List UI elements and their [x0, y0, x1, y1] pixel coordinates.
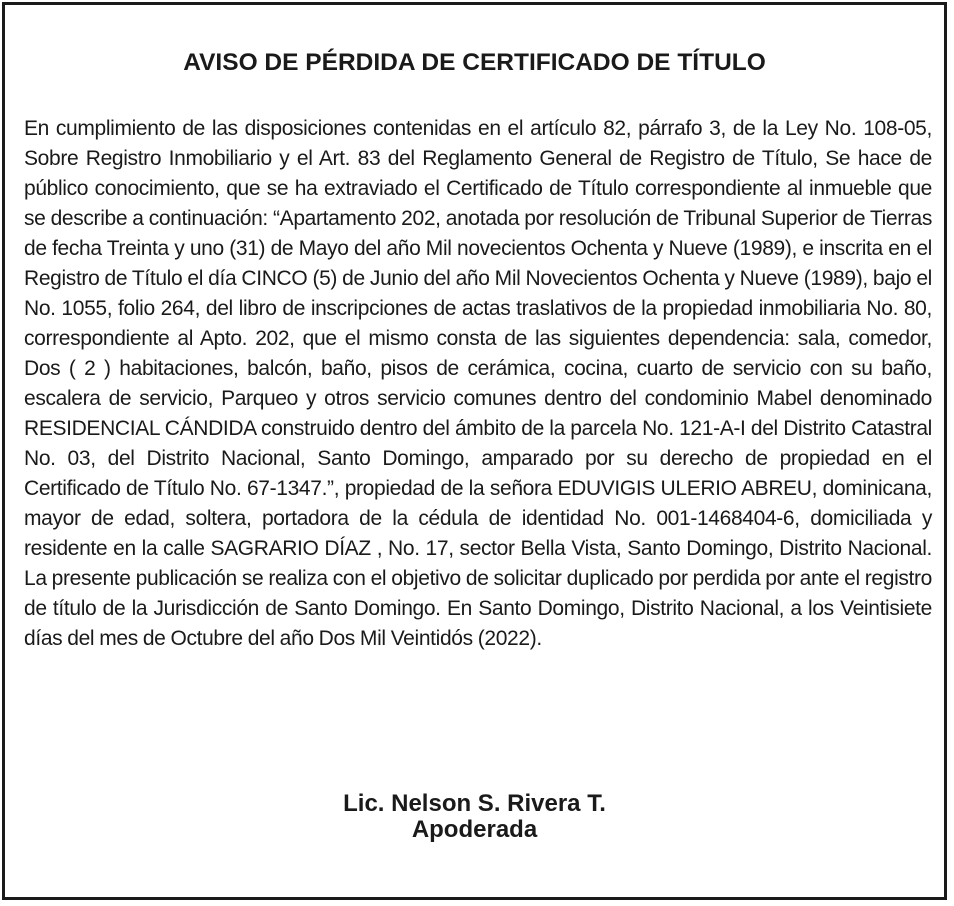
signatory-role: Apoderada: [411, 816, 538, 843]
signature-block: [5, 791, 944, 843]
notice-body: En cumplimiento de las disposiciones contenidas en el artículo 82, párrafo 3, de la Ley No. 108-05, Sobre Registro Inmobiliario y el Art. 83 del Reglamento General de Registro de Título, Se hace de público conocimiento, que se ha extraviado el Certificado de Título correspondiente al inmueble que se describe a continuación: “Apartamento 202, anotada por resolución de Tribunal Superior de Tierras de fecha Treinta y uno (31) de Mayo del año Mil novecientos Ochenta y Nueve (1989), e inscrita en el Registro de Título el día CINCO (5) de Junio del año Mil Novecientos Ochenta y Nueve (1989), bajo el No. 1055, folio 264, del libro de inscripciones de actas traslativos de la propiedad inmobiliaria No. 80, correspondiente al Apto. 202, que el mismo consta de las siguientes dependencia: sala, comedor, Dos ( 2 ) habitaciones, balcón, baño, pisos de cerámica, cocina, cuarto de servicio con su baño, escalera de servicio, Parqueo y otros servicio comunes dentro del condominio Mabel denominado RESIDENCIAL CÁNDIDA construido dentro del ámbito de la parcela No. 121-A-I del Distrito Catastral No. 03, del Distrito Nacional, Santo Domingo, amparado por su derecho de propiedad en el Certificado de Título No. 67-1347.”, propiedad de la señora EDUVIGIS ULERIO ABREU, dominicana, mayor de edad, soltera, portadora de la cédula de identidad No. 001-1468404-6, domiciliada y residente en la calle SAGRARIO DÍAZ , No. 17, sector Bella Vista, Santo Domingo, Distrito Nacional. La presente publicación se realiza con el objetivo de solicitar duplicado por perdida por ante el registro de título de la Jurisdicción de Santo Domingo. En Santo Domingo, Distrito Nacional, a los Veintisiete días del mes de Octubre del año Dos Mil Veintidós (2022).: [24, 117, 932, 650]
notice-title: AVISO DE PÉRDIDA DE CERTIFICADO DE TÍTULO: [183, 49, 766, 76]
signatory-name: Lic. Nelson S. Rivera T.: [343, 790, 606, 817]
notice-frame: [2, 2, 947, 900]
